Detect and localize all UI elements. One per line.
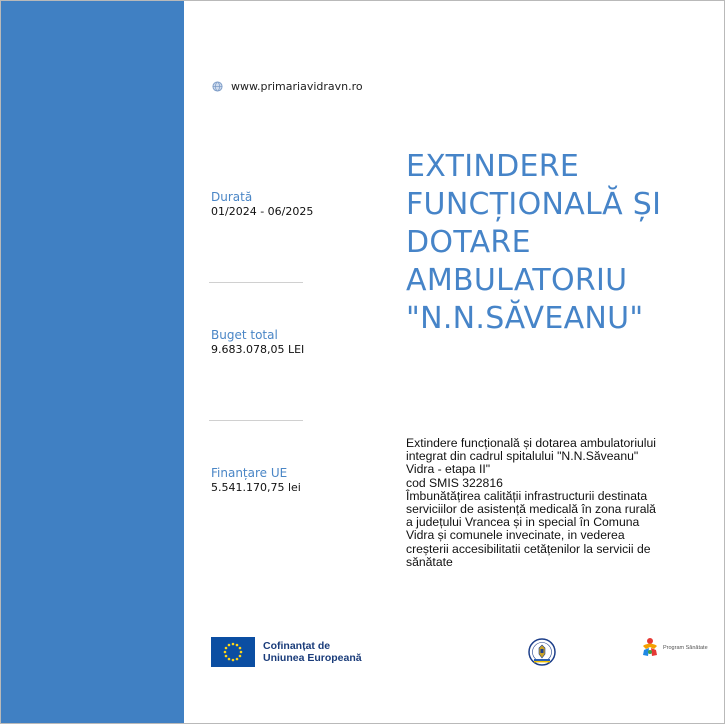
title-line: "N.N.SĂVEANU" <box>406 301 644 336</box>
title-line: DOTARE <box>406 225 531 260</box>
eu-flag-icon <box>211 637 255 667</box>
stat-label: Finanțare UE <box>211 466 288 480</box>
project-title <box>406 148 706 338</box>
stat-value: 01/2024 - 06/2025 <box>211 205 314 218</box>
stat-eu-funding <box>211 466 301 494</box>
divider <box>209 282 303 283</box>
description-line: serviciilor de asistență medicală în zona rurală <box>406 502 656 517</box>
program-sanatate-text: Program Sănătate <box>663 645 708 651</box>
description-line: a județului Vrancea și in special în Comuna <box>406 515 640 530</box>
location-pin-icon <box>193 693 201 701</box>
description-line: integrat din cadrul spitalului "N.N.Săveanu" <box>406 449 639 464</box>
description-line: cod SMIS 322816 <box>406 475 503 490</box>
description-line: creșterii accesibilitatii cetățenilor la servicii de <box>406 541 651 556</box>
title-line: EXTINDERE <box>406 149 580 184</box>
stat-budget <box>211 328 304 356</box>
program-sanatate-logo <box>640 637 708 659</box>
website-url[interactable]: www.primariavidravn.ro <box>231 80 363 93</box>
stat-value: 5.541.170,75 lei <box>211 481 301 494</box>
title-line: AMBULATORIU <box>406 263 628 298</box>
stat-duration <box>211 190 313 218</box>
eu-cofunding-text <box>263 640 362 664</box>
stat-label: Durată <box>211 190 253 204</box>
stat-label: Buget total <box>211 328 278 342</box>
eu-text-line: Uniunea Europeană <box>263 652 362 664</box>
description-line: Îmbunătățirea calității infrastructurii destinata <box>406 488 648 503</box>
globe-icon <box>212 81 223 92</box>
eu-text-line: Cofinanțat de <box>263 640 331 652</box>
title-line: FUNCȚIONALĂ ȘI <box>406 187 662 222</box>
description-line: Vidra și comunele invecinate, in vederea <box>406 528 625 543</box>
website-link[interactable] <box>212 80 363 93</box>
description-line: sănătate <box>406 554 453 569</box>
eu-cofunding-logo <box>211 637 362 667</box>
description-line: Extindere funcțională și dotarea ambulatoriului <box>406 436 656 450</box>
romanian-government-seal-icon <box>528 638 556 666</box>
description-line: Vidra - etapa II" <box>406 462 491 477</box>
stat-value: 9.683.078,05 LEI <box>211 343 305 356</box>
program-sanatate-icon <box>640 637 660 659</box>
project-description <box>406 437 691 569</box>
divider <box>209 420 303 421</box>
left-sidebar-band <box>1 1 184 723</box>
